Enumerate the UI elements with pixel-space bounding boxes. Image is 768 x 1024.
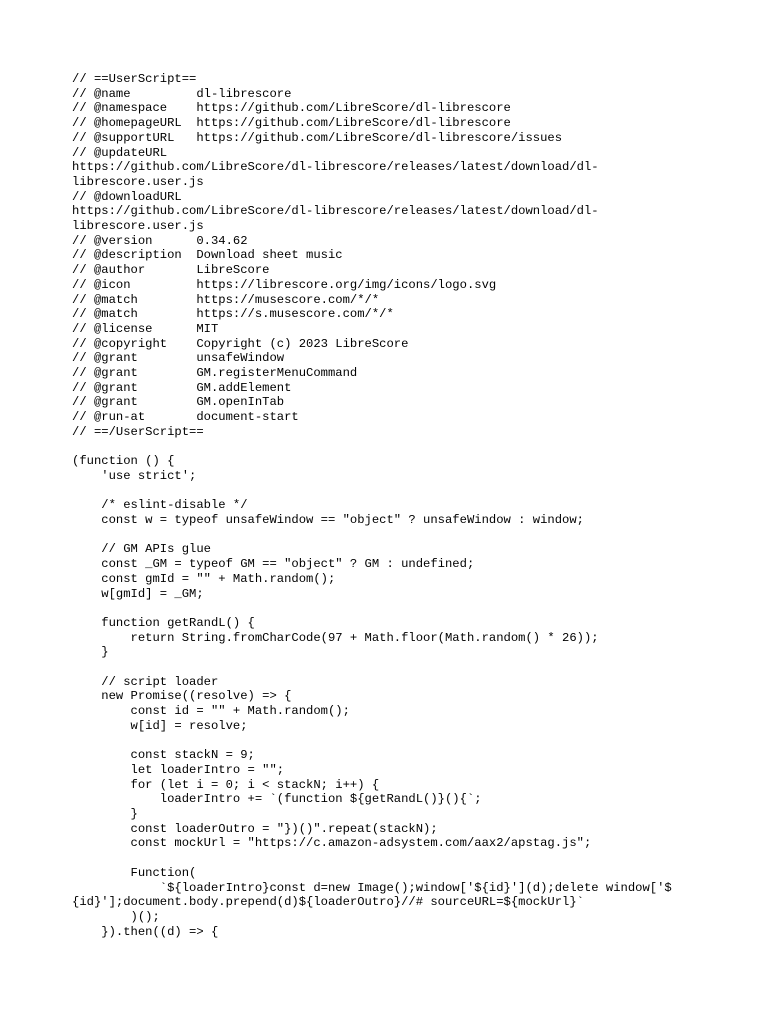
code-line: // ==/UserScript== <box>72 424 204 439</box>
code-line: function getRandL() { <box>72 615 255 630</box>
code-line: 'use strict'; <box>72 468 197 483</box>
code-line: // @match https://musescore.com/*/* <box>72 292 380 307</box>
code-line: (function () { <box>72 454 175 469</box>
code-line: // GM APIs glue <box>72 542 211 557</box>
code-line: // @grant GM.addElement <box>72 380 292 395</box>
code-line: const gmId = "" + Math.random(); <box>72 571 336 586</box>
code-line: let loaderIntro = ""; <box>72 762 285 777</box>
code-line: librescore.user.js <box>72 219 204 234</box>
code-line: librescore.user.js <box>72 174 204 189</box>
code-line: // @updateURL <box>72 145 168 160</box>
code-line: const _GM = typeof GM == "object" ? GM : undefined; <box>72 557 475 572</box>
code-line <box>72 440 712 455</box>
code-line <box>72 601 712 616</box>
code-line: // @grant unsafeWindow <box>72 351 285 366</box>
code-line <box>72 484 712 499</box>
code-line: }).then((d) => { <box>72 924 219 939</box>
document-page <box>72 72 712 939</box>
code-line: // script loader <box>72 674 219 689</box>
code-line: // @match https://s.musescore.com/*/* <box>72 307 394 322</box>
code-line: // @downloadURL <box>72 189 182 204</box>
code-line: https://github.com/LibreScore/dl-librescore/releases/latest/download/dl- <box>72 204 599 219</box>
code-line: // @grant GM.openInTab <box>72 395 285 410</box>
code-line: w[id] = resolve; <box>72 718 248 733</box>
code-line: // @namespace https://github.com/LibreScore/dl-librescore <box>72 101 511 116</box>
code-line: Function( <box>72 865 197 880</box>
code-line: // @description Download sheet music <box>72 248 343 263</box>
code-line: // @supportURL https://github.com/LibreScore/dl-librescore/issues <box>72 130 563 145</box>
code-line: // @icon https://librescore.org/img/icons/logo.svg <box>72 277 497 292</box>
code-line <box>72 734 712 749</box>
code-line: )(); <box>72 909 160 924</box>
code-line: loaderIntro += `(function ${getRandL()}(){`; <box>72 792 482 807</box>
code-line: const loaderOutro = "})()".repeat(stackN); <box>72 821 438 836</box>
code-line: const w = typeof unsafeWindow == "object" ? unsafeWindow : window; <box>72 513 584 528</box>
code-line: return String.fromCharCode(97 + Math.floor(Math.random() * 26)); <box>72 630 599 645</box>
code-line: // @run-at document-start <box>72 410 299 425</box>
code-line: https://github.com/LibreScore/dl-librescore/releases/latest/download/dl- <box>72 160 599 175</box>
code-line: // ==UserScript== <box>72 72 197 86</box>
code-line <box>72 660 712 675</box>
code-line: // @author LibreScore <box>72 263 270 278</box>
code-line <box>72 851 712 866</box>
code-line: // @grant GM.registerMenuCommand <box>72 366 358 381</box>
code-line <box>72 528 712 543</box>
code-line: // @license MIT <box>72 321 219 336</box>
code-line: // @name dl-librescore <box>72 86 292 101</box>
code-listing <box>72 72 712 939</box>
code-line: } <box>72 645 109 660</box>
code-line: const id = "" + Math.random(); <box>72 704 350 719</box>
code-line: // @homepageURL https://github.com/LibreScore/dl-librescore <box>72 116 511 131</box>
code-line: const stackN = 9; <box>72 748 255 763</box>
code-line: // @version 0.34.62 <box>72 233 248 248</box>
code-line: } <box>72 807 138 822</box>
code-line: w[gmId] = _GM; <box>72 586 204 601</box>
code-line: for (let i = 0; i < stackN; i++) { <box>72 777 380 792</box>
code-line: new Promise((resolve) => { <box>72 689 292 704</box>
code-line: // @copyright Copyright (c) 2023 LibreScore <box>72 336 409 351</box>
code-line: `${loaderIntro}const d=new Image();window['${id}'](d);delete window['$ <box>72 880 672 895</box>
code-line: {id}'];document.body.prepend(d)${loaderOutro}//# sourceURL=${mockUrl}` <box>72 895 584 910</box>
code-line: /* eslint-disable */ <box>72 498 248 513</box>
code-line: const mockUrl = "https://c.amazon-adsystem.com/aax2/apstag.js"; <box>72 836 592 851</box>
